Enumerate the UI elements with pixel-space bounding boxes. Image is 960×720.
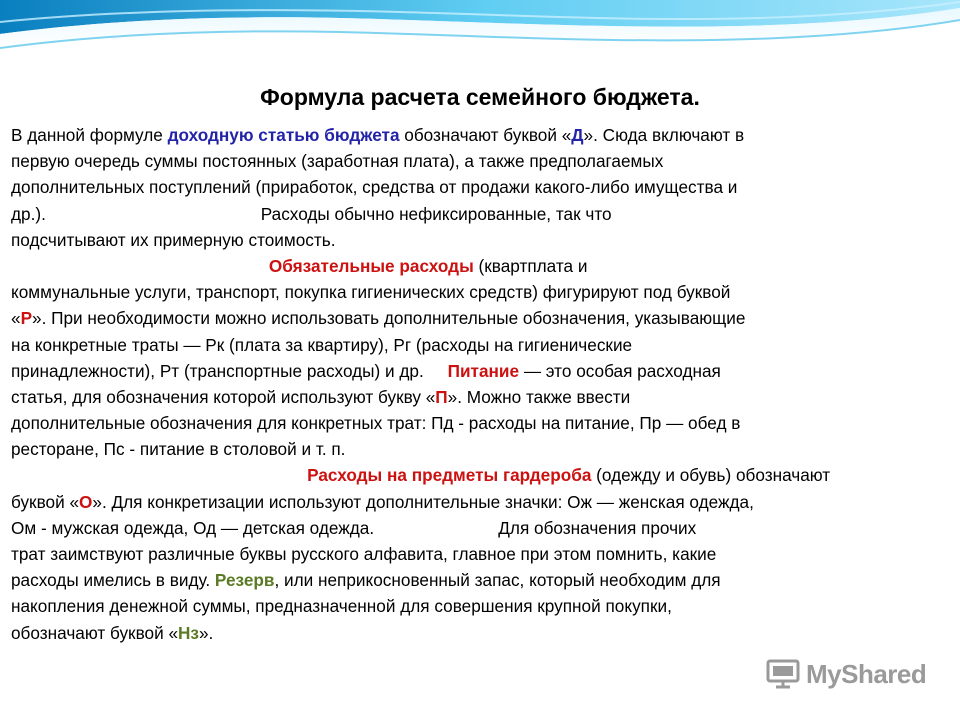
text-line: первую очередь суммы постоянных (заработная плата), а также предполагаемых bbox=[11, 151, 664, 172]
food-term: Питание bbox=[447, 360, 520, 381]
text-segment: В данной формуле bbox=[11, 125, 168, 145]
watermark bbox=[766, 656, 936, 692]
text-segment: статья, для обозначения которой используют букву « bbox=[11, 386, 436, 407]
text-segment: ». Для конкретизации используют дополнительные значки: Ож — женская одежда, bbox=[92, 491, 754, 512]
text-line: подсчитывают их примерную стоимость. bbox=[11, 229, 336, 250]
watermark-text: MyShared bbox=[806, 658, 927, 689]
text-line: Ом - мужская одежда, Од — детская одежда. Для обозначения прочих bbox=[11, 517, 697, 538]
text-line: накопления денежной суммы, предназначенной для совершения крупной покупки, bbox=[11, 596, 672, 617]
letter-p: П bbox=[435, 386, 448, 407]
text-line bbox=[11, 489, 936, 515]
text-segment: принадлежности), Рт (транспортные расходы) и др. bbox=[11, 360, 448, 381]
wardrobe-term: Расходы на предметы гардероба bbox=[307, 465, 592, 486]
letter-o: О bbox=[79, 491, 93, 512]
text-segment: (одежду и обувь) обозначают bbox=[591, 465, 831, 486]
text-line: ресторане, Пс - питание в столовой и т. п. bbox=[11, 439, 346, 460]
text-segment: обозначают буквой « bbox=[399, 125, 572, 145]
letter-d: Д bbox=[571, 125, 584, 145]
text-line bbox=[11, 567, 936, 593]
text-segment: ». Сюда включают в bbox=[583, 125, 745, 145]
text-segment: обозначают буквой « bbox=[11, 622, 179, 643]
text-segment: « bbox=[11, 308, 21, 329]
wave-decoration bbox=[0, 0, 960, 90]
text-line: на конкретные траты — Рк (плата за квартиру), Рг (расходы на гигиенические bbox=[11, 334, 633, 355]
text-segment: ». При необходимости можно использовать дополнительные обозначения, указывающие bbox=[32, 308, 746, 329]
body-paragraph bbox=[11, 122, 936, 646]
text-line bbox=[11, 305, 936, 331]
reserve-term: Резерв bbox=[214, 570, 275, 591]
text-segment: расходы имелись в виду. bbox=[11, 570, 215, 591]
presentation-icon bbox=[766, 659, 800, 689]
letter-r: Р bbox=[20, 308, 33, 329]
mandatory-expenses-term: Обязательные расходы bbox=[268, 255, 474, 276]
text-line: трат заимствуют различные буквы русского алфавита, главное при этом помнить, какие bbox=[11, 544, 717, 564]
text-line bbox=[11, 384, 936, 410]
text-line: коммунальные услуги, транспорт, покупка гигиенических средств) фигурируют под буквой bbox=[11, 282, 731, 303]
income-term: доходную статью бюджета bbox=[167, 125, 400, 145]
text-line bbox=[11, 358, 936, 384]
text-segment: , или неприкосновенный запас, который необходим для bbox=[274, 570, 721, 591]
text-line: дополнительные обозначения для конкретных трат: Пд - расходы на питание, Пр — обед в bbox=[11, 413, 741, 434]
text-line bbox=[11, 462, 936, 488]
text-line bbox=[11, 122, 936, 148]
text-segment: — это особая расходная bbox=[519, 360, 721, 381]
text-line bbox=[11, 620, 936, 646]
text-segment bbox=[11, 465, 307, 485]
slide-title: Формула расчета семейного бюджета. bbox=[260, 84, 700, 110]
text-segment: (квартплата и bbox=[473, 255, 588, 276]
text-segment bbox=[11, 256, 269, 276]
text-line: дополнительных поступлений (приработок, средства от продажи какого-либо имущества и bbox=[11, 177, 738, 198]
text-segment: ». Можно также ввести bbox=[447, 386, 631, 407]
letter-nz: Нз bbox=[178, 622, 199, 643]
text-line bbox=[11, 253, 936, 279]
text-segment: ». bbox=[198, 622, 214, 643]
text-line: др.). Расходы обычно нефиксированные, так что bbox=[11, 203, 612, 224]
text-segment: буквой « bbox=[11, 491, 80, 512]
